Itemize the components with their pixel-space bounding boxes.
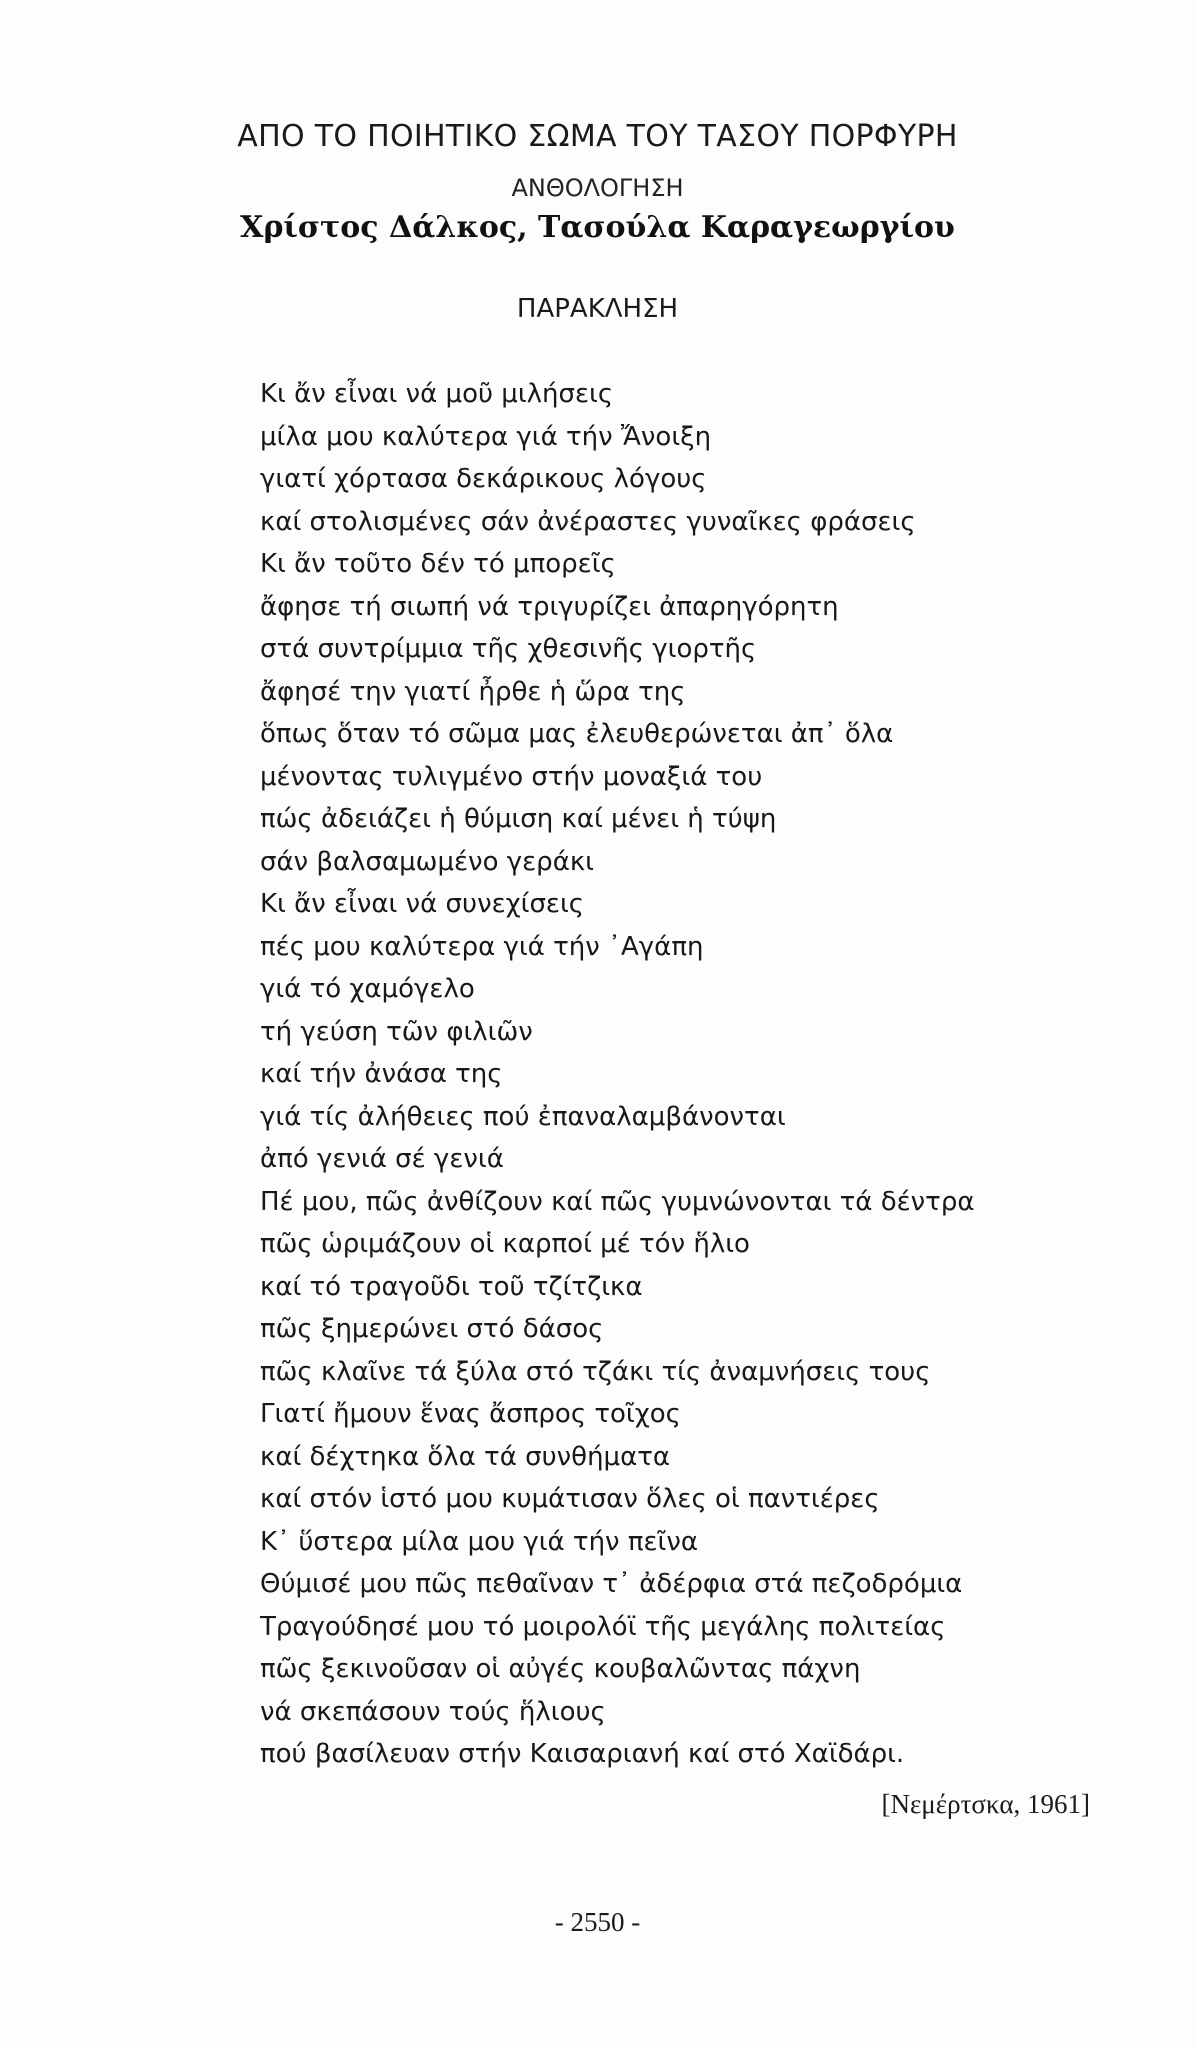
poem-body xyxy=(260,373,1100,1776)
poem-title: ΠΑΡΑΚΛΗΣΗ xyxy=(516,294,679,324)
poem-line: στά συντρίμμια τῆς χθεσινῆς γιορτῆς xyxy=(260,634,757,664)
poem-line: γιατί χόρτασα δεκάρικους λόγους xyxy=(260,464,707,494)
poem-line: πῶς ὡριμάζουν οἱ καρποί μέ τόν ἥλιο xyxy=(260,1229,750,1259)
poem-line: γιά τό χαμόγελο xyxy=(260,974,475,1004)
poem-line: Γιατί ἤμουν ἕνας ἄσπρος τοῖχος xyxy=(260,1399,681,1429)
poem-line: πῶς ξημερώνει στό δάσος xyxy=(260,1314,604,1344)
poem-line: μένοντας τυλιγμένο στήν μοναξιά του xyxy=(260,761,763,792)
poem-line: καί τήν ἀνάσα της xyxy=(260,1059,503,1089)
poem-line: καί στόν ἱστό μου κυμάτισαν ὅλες οἱ παντιέρες xyxy=(260,1484,880,1514)
poem-line: πές μου καλύτερα γιά τήν ᾿Αγάπη xyxy=(260,931,704,962)
editors-names: Χρίστος Δάλκος, Τασούλα Καραγεωργίου xyxy=(240,210,955,245)
poem-line: πού βασίλευαν στήν Καισαριανή καί στό Χαϊδάρι. xyxy=(260,1739,905,1769)
poem-line: ἄφησέ την γιατί ἦρθε ἡ ὥρα της xyxy=(260,676,686,707)
poem-line: μίλα μου καλύτερα γιά τήν Ἄνοιξη xyxy=(260,421,712,452)
poem-line: πῶς ξεκινοῦσαν οἱ αὐγές κουβαλῶντας πάχνη xyxy=(260,1654,861,1684)
poem-line: ἄφησε τή σιωπή νά τριγυρίζει ἀπαρηγόρητη xyxy=(260,591,839,622)
poem-line: καί στολισμένες σάν ἀνέραστες γυναῖκες φράσεις xyxy=(260,506,916,537)
poem-line: σάν βαλσαμωμένο γεράκι xyxy=(260,846,594,877)
poem-line: Κι ἄν εἶναι νά μοῦ μιλήσεις xyxy=(260,379,614,409)
poem-line: πώς ἀδειάζει ἡ θύμιση καί μένει ἡ τύψη xyxy=(260,804,777,834)
source-title: ΑΠΟ ΤΟ ΠΟΙΗΤΙΚΟ ΣΩΜΑ ΤΟΥ ΤΑΣΟΥ ΠΟΡΦΥΡΗ xyxy=(237,119,958,154)
poem-line: ὅπως ὅταν τό σῶμα μας ἐλευθερώνεται ἀπ᾽ ὅλα xyxy=(260,719,894,749)
poem-line: Κι ἄν εἶναι νά συνεχίσεις xyxy=(260,889,585,919)
poem-line: γιά τίς ἀλήθειες πού ἐπαναλαμβάνονται xyxy=(260,1101,786,1132)
poem-line: Πέ μου, πῶς ἀνθίζουν καί πῶς γυμνώνονται τά δέντρα xyxy=(260,1186,975,1217)
poem-line: ἀπό γενιά σέ γενιά xyxy=(260,1144,504,1174)
poem-line: καί τό τραγοῦδι τοῦ τζίτζικα xyxy=(260,1271,643,1302)
poem-line: πῶς κλαῖνε τά ξύλα στό τζάκι τίς ἀναμνήσεις τους xyxy=(260,1356,931,1387)
page-number: - 2550 - xyxy=(554,1907,641,1937)
poem-line: Τραγούδησέ μου τό μοιρολόϊ τῆς μεγάλης πολιτείας xyxy=(260,1611,946,1642)
poem-line: Κ᾽ ὕστερα μίλα μου γιά τήν πεῖνα xyxy=(260,1526,699,1557)
anthology-label: ΑΝΘΟΛΟΓΗΣΗ xyxy=(511,174,684,202)
poem-line: Θύμισέ μου πῶς πεθαῖναν τ᾽ ἀδέρφια στά πεζοδρόμια xyxy=(260,1569,963,1599)
poem-line: Κι ἄν τοῦτο δέν τό μπορεῖς xyxy=(260,549,616,579)
poem-line: καί δέχτηκα ὅλα τά συνθήματα xyxy=(260,1441,671,1472)
poem-line: νά σκεπάσουν τούς ἥλιους xyxy=(260,1696,606,1727)
poem-source-citation: [Νεμέρτσκα, 1961] xyxy=(881,1789,1090,1819)
poem-line: τή γεύση τῶν φιλιῶν xyxy=(260,1016,533,1047)
